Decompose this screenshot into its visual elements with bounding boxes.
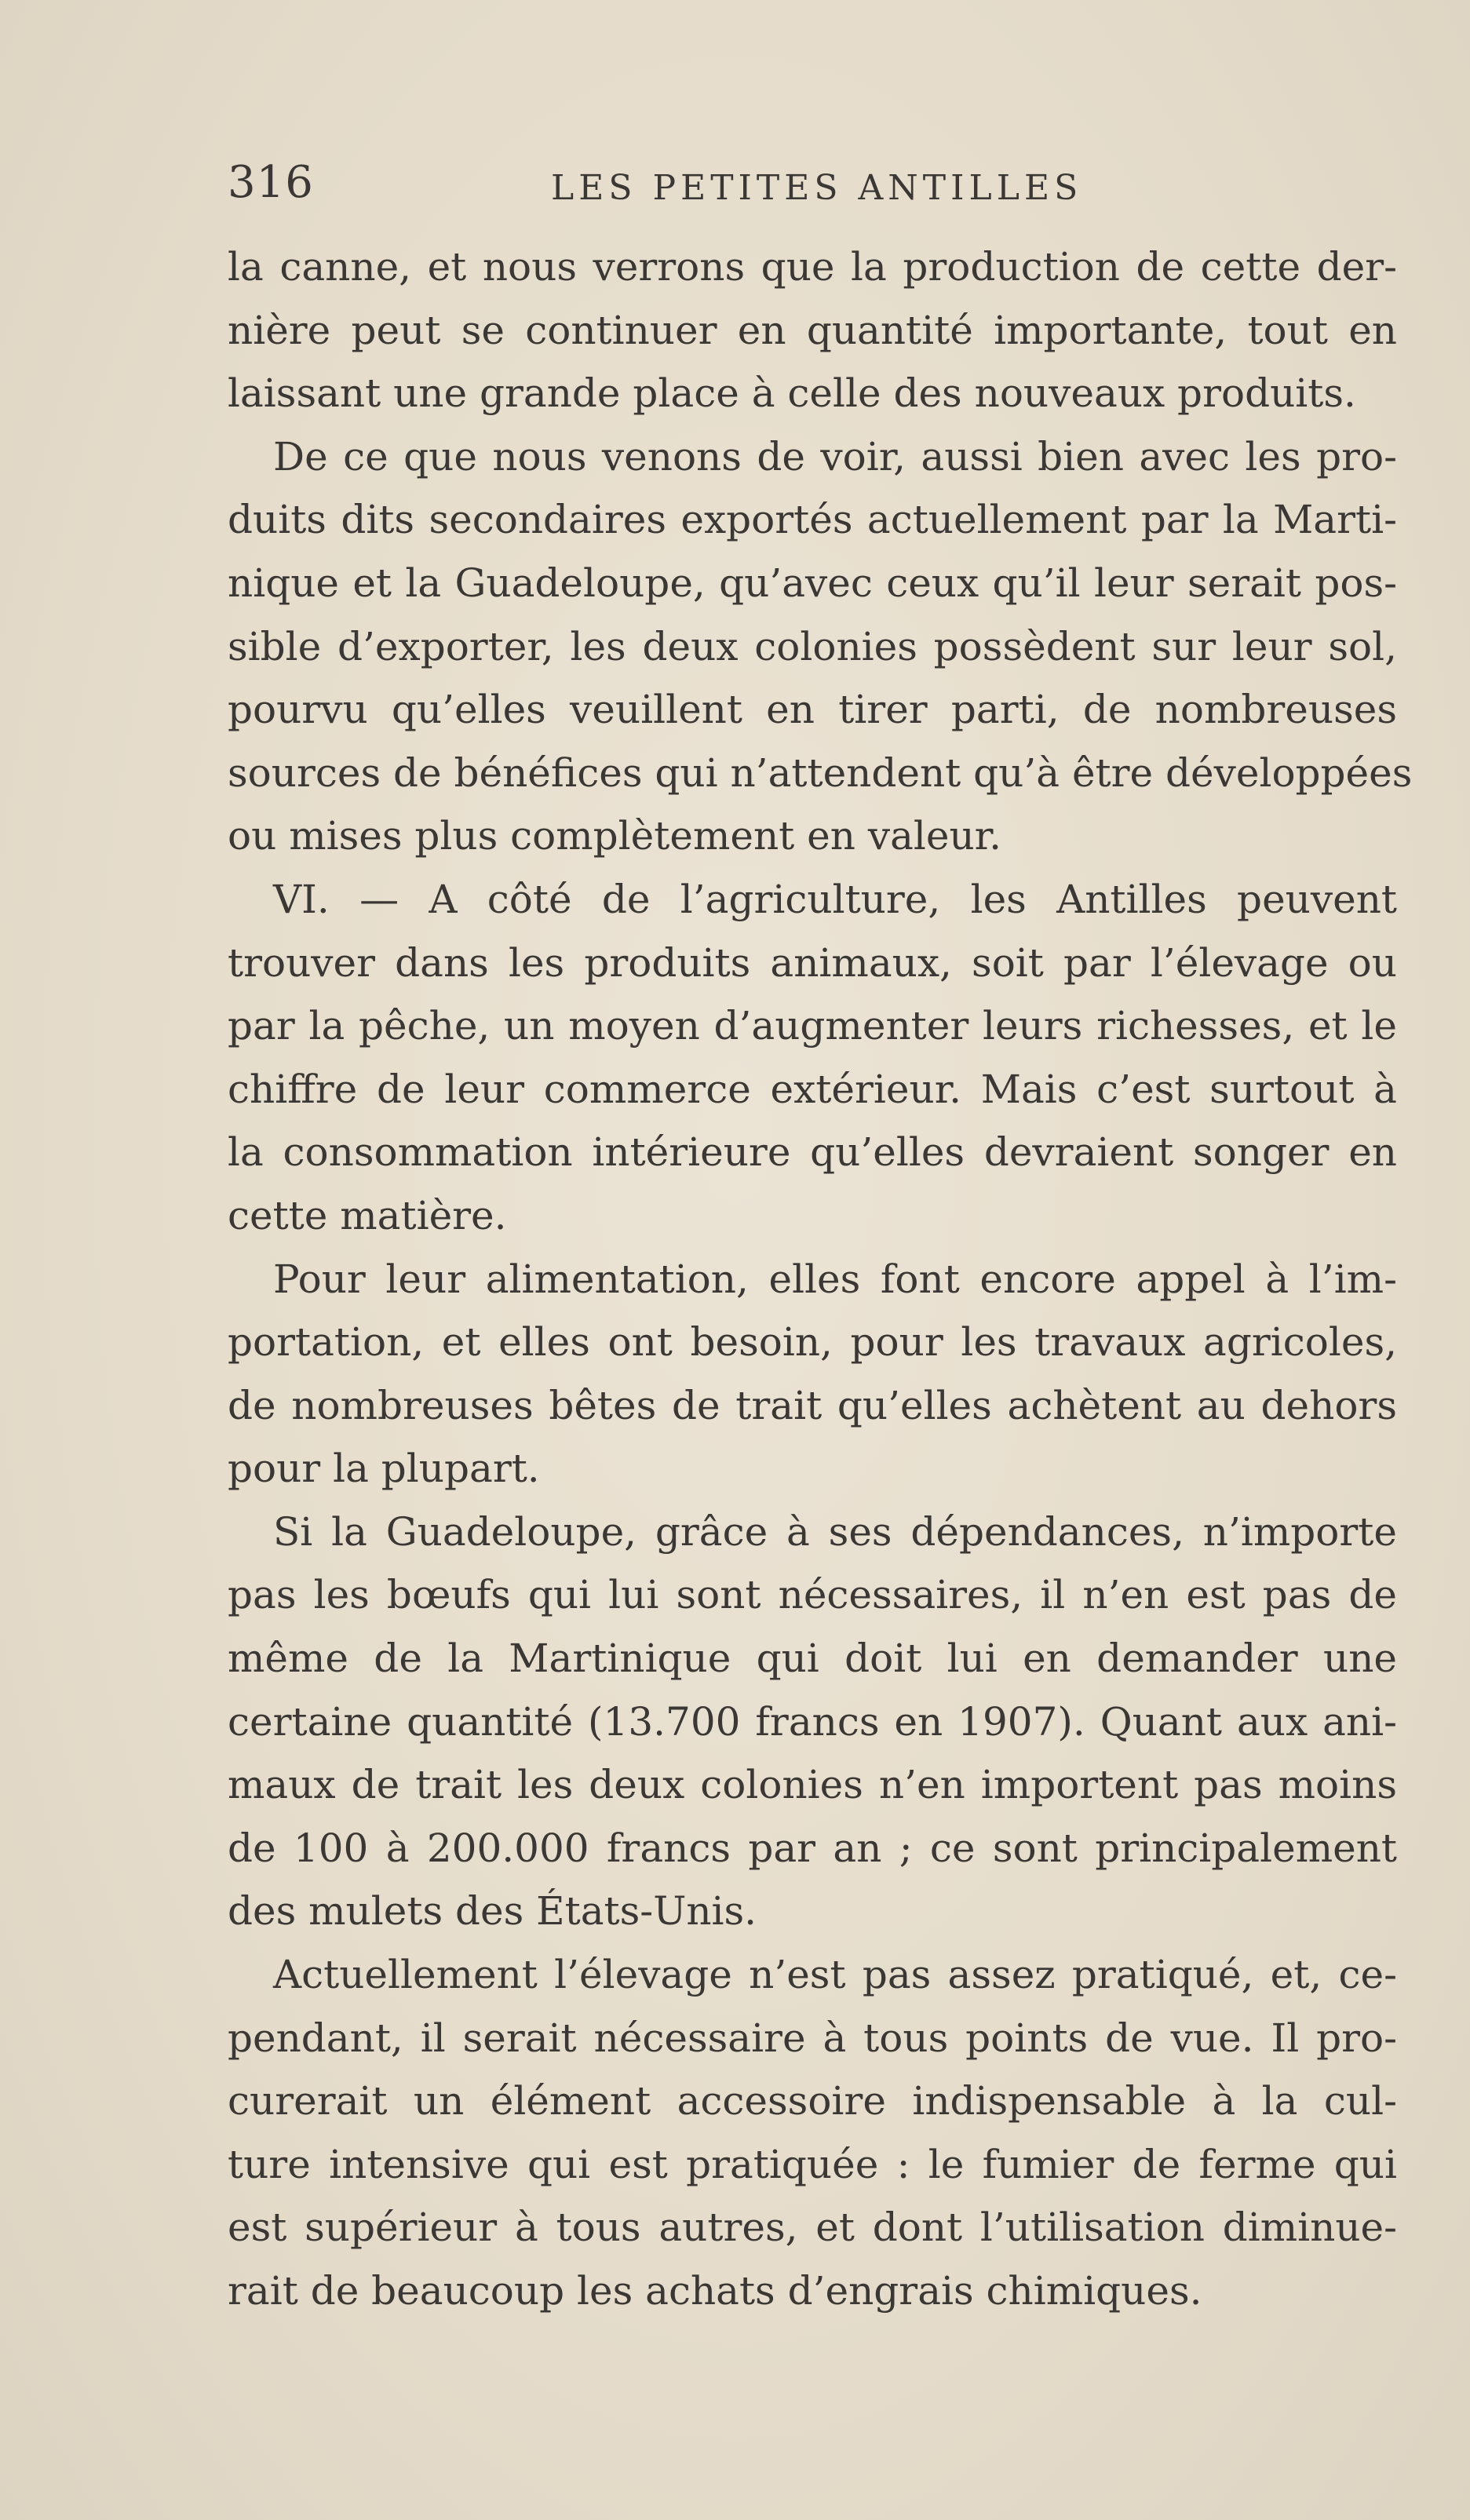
text-line: laissant une grande place à celle des nouveaux produits.	[228, 370, 1356, 417]
text-line: de 100 à 200.000 francs par an ; ce sont principalement	[228, 1825, 1397, 1871]
text-line: Si la Guadeloupe, grâce à ses dépendances, n’importe	[273, 1508, 1397, 1555]
text-line: sources de bénéfices qui n’attendent qu’à être développées	[228, 749, 1413, 796]
text-line: de nombreuses bêtes de trait qu’elles achètent au dehors	[228, 1382, 1397, 1428]
text-line: VI. — A côté de l’agriculture, les Antilles peuvent	[273, 876, 1397, 922]
text-line: certaine quantité (13.700 francs en 1907). Quant aux ani-	[228, 1698, 1397, 1745]
text-line: pas les bœufs qui lui sont nécessaires, il n’en est pas de	[228, 1572, 1397, 1618]
text-line: rait de beaucoup les achats d’engrais chimiques.	[228, 2268, 1202, 2314]
text-line: pour la plupart.	[228, 1446, 540, 1492]
text-line: ture intensive qui est pratiquée : le fumier de ferme qui	[228, 2141, 1397, 2187]
text-line: nique et la Guadeloupe, qu’avec ceux qu’il leur serait pos-	[228, 560, 1397, 606]
page-number: 316	[228, 157, 314, 208]
text-line: chiffre de leur commerce extérieur. Mais c’est surtout à	[228, 1066, 1397, 1112]
text-line: ou mises plus complètement en valeur.	[228, 813, 1001, 859]
page-header	[228, 157, 1389, 220]
text-line: pendant, il serait nécessaire à tous points de vue. Il pro-	[228, 2015, 1397, 2061]
text-line: Pour leur alimentation, elles font encore appel à l’im-	[273, 1256, 1397, 1302]
text-line: portation, et elles ont besoin, pour les travaux agricoles,	[228, 1319, 1397, 1366]
text-line: trouver dans les produits animaux, soit par l’élevage ou	[228, 939, 1397, 986]
body-text	[228, 235, 1413, 2323]
text-line: duits dits secondaires exportés actuellement par la Marti-	[228, 497, 1397, 543]
text-line: nière peut se continuer en quantité importante, tout en	[228, 307, 1397, 353]
text-line: De ce que nous venons de voir, aussi bien avec les pro-	[273, 433, 1397, 480]
text-line: Actuellement l’élevage n’est pas assez pratiqué, et, ce-	[273, 1952, 1397, 1998]
text-line: sible d’exporter, les deux colonies possèdent sur leur sol,	[228, 623, 1397, 669]
text-line: par la pêche, un moyen d’augmenter leurs richesses, et le	[228, 1003, 1397, 1049]
text-line: des mulets des États-Unis.	[228, 1888, 757, 1935]
text-line: cette matière.	[228, 1192, 507, 1238]
running-title: LES PETITES ANTILLES	[551, 168, 1083, 208]
text-line: est supérieur à tous autres, et dont l’utilisation diminue-	[228, 2205, 1397, 2251]
text-line: maux de trait les deux colonies n’en importent pas moins	[228, 1762, 1397, 1808]
text-line: pourvu qu’elles veuillent en tirer parti, de nombreuses	[228, 687, 1397, 733]
text-line: la canne, et nous verrons que la production de cette der-	[228, 244, 1397, 290]
text-line: même de la Martinique qui doit lui en demander une	[228, 1636, 1397, 1682]
text-line: curerait un élément accessoire indispensable à la cul-	[228, 2078, 1397, 2124]
text-line: la consommation intérieure qu’elles devraient songer en	[228, 1129, 1397, 1176]
